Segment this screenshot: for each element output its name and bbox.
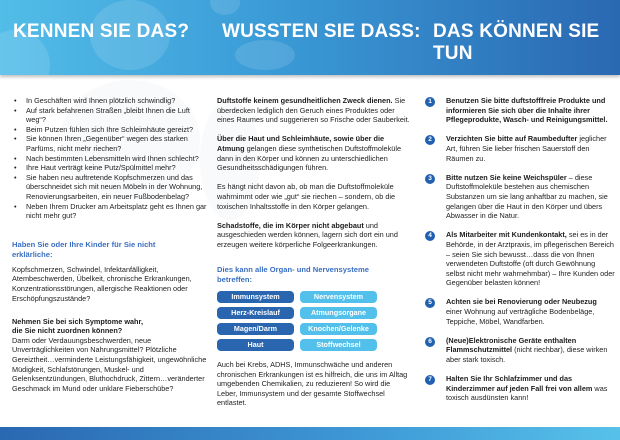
step-6 — [425, 336, 615, 365]
paragraph-4-text: und ausgeschieden werden können, lagern sich dort ein und erzeugen weitere körperliche Folgeerkrankungen. — [217, 220, 398, 249]
step-2 — [425, 134, 615, 163]
pill-immunsystem: Immunsystem — [217, 291, 294, 303]
step-bold: Als Mitarbeiter mit Kundenkontakt, — [446, 230, 567, 240]
list-item: • Sie können Ihren „Gegenüber“ wegen des starken Parfüms, nicht mehr riechen? — [12, 134, 208, 153]
pill-knochen-gelenke: Knochen/Gelenke — [300, 323, 377, 335]
step-bold: Verzichten Sie bitte auf Raumbedufter — [446, 134, 578, 144]
list-item: • Neben Ihrem Drucker am Arbeitsplatz geht es Ihnen gar nicht mehr gut? — [12, 202, 208, 221]
step-rest: jeglicher Art, führen Sie lieber frischen Sauerstoff den Räumen zu. — [446, 134, 607, 163]
paragraph-1-bold: Duftstoffe keinem gesundheitlichen Zweck dienen. — [217, 96, 393, 105]
step-bold: (Neue)Elektronische Geräte enthalten Flammschutzmittel — [446, 335, 577, 355]
footer-bar — [0, 427, 620, 440]
list-item: • Ihre Haut verträgt keine Putz/Spülmittel mehr? — [12, 163, 208, 173]
step-text — [446, 374, 615, 403]
title-wussten-sie-dass: WUSSTEN SIE DASS: — [222, 21, 421, 42]
pill-haut: Haut — [217, 339, 294, 351]
number-badge-icon: 2 — [425, 135, 435, 145]
number-badge-icon: 6 — [425, 337, 435, 347]
step-bold: Halten Sie Ihr Schlafzimmer und das Kinderzimmer auf jeden Fall frei von allem — [446, 374, 593, 393]
paragraph-1 — [217, 96, 412, 125]
pill-stoffwechsel: Stoffwechsel — [300, 339, 377, 351]
step-text — [446, 134, 615, 163]
step-bold: Benutzen Sie bitte duftstofffreie Produkte und informieren Sie sich über die Inhalte ihrer Pflegeprodukte, Wasch- und Reinigungsmittel. — [446, 96, 608, 125]
paragraph-2 — [217, 134, 412, 172]
systems-heading: Dies kann alle Organ- und Nervensysteme betreffen: — [217, 265, 369, 285]
number-badge-icon: 1 — [425, 97, 435, 107]
paragraph-2-bold: Über die Haut und Schleimhäute, sowie über die Atmung — [217, 134, 385, 153]
list-item: • Sie haben neu auftretende Kopfschmerzen und das überschneidet sich mit neuen Möbeln in der Wohnung, Renovierungsarbeiten, ein neuer Fußbodenbelag? — [12, 173, 208, 202]
header-banner — [0, 0, 620, 75]
symptoms-heading: Nehmen Sie bei sich Symptome wahr, die Sie nicht zuordnen können? — [12, 316, 143, 336]
step-3 — [425, 173, 615, 221]
step-rest: was toxisch ausdünsten kann! — [446, 383, 608, 403]
step-bold: Achten sie bei Renovierung oder Neubezug — [446, 297, 597, 307]
list-item: • In Geschäften wird Ihnen plötzlich schwindlig? — [12, 96, 208, 106]
flower-decoration — [210, 0, 240, 15]
kids-text: Kopfschmerzen, Schwindel, Infektanfälligkeit, Atembeschwerden, Übelkeit, chronische Erkrankungen, Konzentrationsstörungen, allergische Reaktionen oder Erschöpfungszustände? — [12, 264, 192, 303]
list-item: • Beim Putzen fühlen sich Ihre Schleimhäute gereizt? — [12, 125, 208, 135]
step-text — [446, 96, 615, 125]
step-1 — [425, 96, 615, 125]
step-text — [446, 230, 615, 288]
symptoms-text: Darm oder Verdauungsbeschwerden, neue Unverträglichkeiten von Nahrungsmittel? Plötzliche Gereiztheit…verminderte Leistungsfähigkeit, ungewöhnliche Müdigkeit, Schlafstörungen, Muskel- und Gelenksentzündungen, Bluthochdruck, Zittern…veränderter Geschmack im Mund oder unklare Fieberschübe? — [12, 335, 207, 393]
flower-decoration — [235, 40, 295, 70]
kids-heading: Haben Sie oder Ihre Kinder für Sie nicht erklärliche: — [12, 239, 156, 259]
paragraph-1-text: Sie überdecken lediglich den Geruch eines Produktes oder eines Raumes und suggerieren so Frische oder Sauberkeit. — [217, 96, 410, 125]
step-bold: Bitte nutzen Sie keine Weichspüler — [446, 172, 567, 182]
paragraph-3: Es hängt nicht davon ab, ob man die Duftstoffmoleküle wahrnimmt oder wie „gut“ sie riechen – sondern, ob die toxischen Inhaltsstoffe in den Körper gelangen. — [217, 182, 396, 211]
question-list — [12, 96, 208, 221]
number-badge-icon: 5 — [425, 298, 435, 308]
list-item: • Auf stark befahrenen Straßen „bleibt Ihnen die Luft weg“? — [12, 106, 208, 125]
list-item: • Nach bestimmten Lebensmitteln wird Ihnen schlecht? — [12, 154, 208, 164]
paragraph-2-text: gelangen diese synthetischen Duftstoffmoleküle dann in den Körper und können zu unterschiedlichen Gesundheitsschädigungen führen. — [217, 143, 402, 173]
paragraph-4-bold: Schadstoffe, die im Körper nicht abgebaut — [217, 220, 364, 230]
step-rest: (nicht riechbar), diese wirken aber stark toxisch. — [446, 345, 608, 365]
column-kennen-sie-das — [12, 96, 208, 403]
step-4 — [425, 230, 615, 288]
paragraph-5: Auch bei Krebs, ADHS, Immunschwäche und anderen chronischen Erkrankungen ist es hilfreich, die uns im Alltag umgebenden Chemikalien, zu reduzieren! So wird die Leber, Immunsystem und der gesamte Stoffwechsel entlastet. — [217, 360, 408, 408]
title-kennen-sie-das: KENNEN SIE DAS? — [13, 21, 190, 42]
step-text — [446, 297, 615, 326]
step-rest: – diese Duftstoffmoleküle bestehen aus chemischen Substanzen um sie lang anhaftbar zu machen, sie gelangen über die Haut in den Körper und übers Abwasser in die Natur. — [446, 172, 608, 221]
step-5 — [425, 297, 615, 326]
number-badge-icon: 4 — [425, 231, 435, 241]
paragraph-4 — [217, 221, 412, 250]
title-das-koennen-sie-tun: DAS KÖNNEN SIE TUN — [433, 21, 600, 64]
pill-nervensystem: Nervensystem — [300, 291, 377, 303]
step-text — [446, 336, 615, 365]
pill-magen-darm: Magen/Darm — [217, 323, 294, 335]
step-text — [446, 173, 615, 221]
systems-grid — [217, 291, 377, 351]
column-das-koennen-sie-tun — [425, 96, 615, 413]
column-wussten-sie-dass — [217, 96, 412, 418]
pill-herz-kreislauf: Herz-Kreislauf — [217, 307, 294, 319]
step-rest: sei es in der Behörde, in der Arztpraxis, im pflegerischen Bereich – seien Sie sich bewusst…dass die von Ihnen verwendeten Duftstoffe (oft durch Gewöhnung selbst nicht mehr wahrnehmbar) – Ihre Kunden oder Gegenüber belasten können! — [446, 230, 615, 288]
pill-atmungsorgane: Atmungsorgane — [300, 307, 377, 319]
step-rest: einer Wohnung auf verträgliche Bodenbeläge, Teppiche, Möbel, Wandfarben. — [446, 307, 595, 326]
step-7 — [425, 374, 615, 403]
number-badge-icon: 7 — [425, 375, 435, 385]
number-badge-icon: 3 — [425, 174, 435, 184]
